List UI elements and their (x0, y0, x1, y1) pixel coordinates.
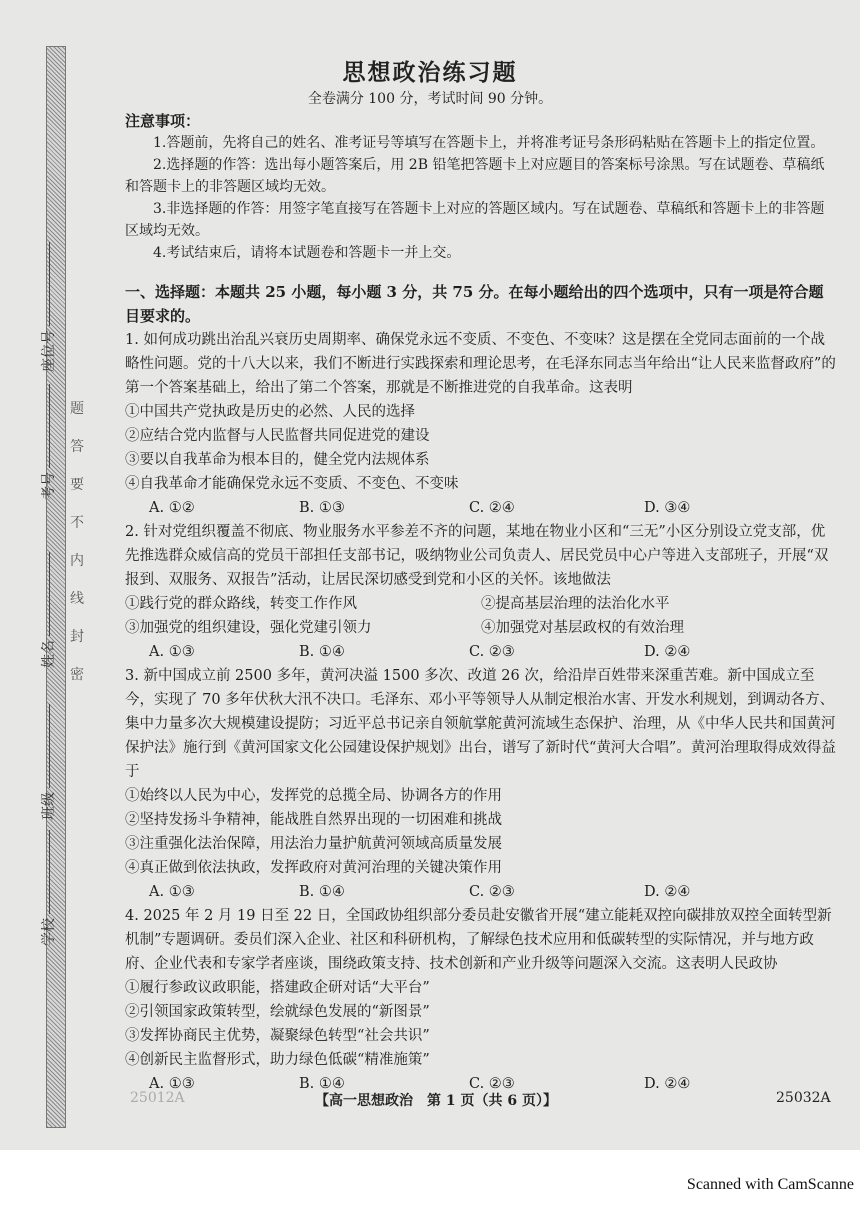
choice-a: A. ①③ (149, 884, 195, 900)
choice-b: B. ①④ (299, 644, 345, 660)
question-stem: 4. 2025 年 2 月 19 日至 22 日，全国政协组织部分委员赴安徽省开展“建立能耗双控向碳排放双控全面转型新机制”专题调研。委员们深入企业、社区和科研机构，了解绿色技术应用和低碳转型的实际情况，并与地方政府、企业代表和专家学者座谈，围绕政策支持、技术创新和产业升级等问题深入交流。这表明人民政协 (125, 908, 832, 972)
statement-option: ①履行参政议政职能，搭建政企研对话“大平台” (125, 980, 430, 996)
statement-option: ③加强党的组织建设，强化党建引领力 (125, 620, 372, 636)
seal-char: 不 (70, 515, 84, 531)
statement-option: ①始终以人民为中心，发挥党的总揽全局、协调各方的作用 (125, 788, 502, 804)
statement-option: ④自我革命才能确保党永远不变质、不变色、不变味 (125, 476, 459, 492)
scanner-watermark: Scanned with CamScanne (686, 1176, 854, 1193)
school-label: 学校 (41, 918, 57, 946)
choice-b: B. ①④ (299, 884, 345, 900)
choice-c: C. ②③ (469, 644, 515, 660)
paper-code: 25032A (776, 1090, 831, 1106)
choice-a: A. ①② (149, 500, 195, 516)
seal-char: 要 (70, 477, 84, 493)
name-field (38, 552, 58, 668)
section-heading: 一、选择题：本题共 25 小题，每小题 3 分，共 75 分。在每小题给出的四个选项中，只有一项是符合题目要求的。 (125, 283, 824, 325)
choice-b: B. ①③ (299, 500, 345, 516)
question-stem: 2. 针对党组织覆盖不彻底、物业服务水平参差不齐的问题，某地在物业小区和“三无”小区分别设立党支部，优先推选群众威信高的党员干部担任支部书记，吸纳物业公司负责人、居民党员中心户等进入支部班子，开展“双报到、双服务、双报告”活动，让居民深切感受到党和小区的关怀。该地做法 (125, 524, 829, 588)
question-3 (125, 664, 837, 904)
statement-option: ②提高基层治理的法治化水平 (481, 596, 670, 612)
exam-number-label: 考号 (41, 472, 57, 500)
statement-options (125, 592, 837, 640)
choice-c: C. ②③ (469, 1076, 515, 1092)
seal-char: 内 (70, 553, 84, 569)
page-title: 思想政治练习题 (342, 59, 518, 86)
answer-choices (125, 496, 837, 520)
question-stem: 3. 新中国成立前 2500 多年，黄河决溢 1500 多次、改道 26 次，给沿岸百姓带来深重苦难。新中国成立至今，实现了 70 多年伏秋大汛不决口。毛泽东、邓小平等领导人从制定根治水害、开发水利规划，到调动各方、集中力量多次大规模建设提防；习近平总书记亲自领航掌舵黄河流域生态保护、治理，从《中华人民共和国黄河保护法》施行到《黄河国家文化公园建设保护规划》出台，谱写了新时代“黄河大合唱”。黄河治理取得成效得益于 (125, 668, 836, 780)
question-stem: 1. 如何成功跳出治乱兴衰历史周期率、确保党永远不变质、不变色、不变味？这是摆在全党同志面前的一个战略性问题。党的十八大以来，我们不断进行实践探索和理论思考，在毛泽东同志当年给出“让人民来监督政府”的第一个答案基础上，给出了第二个答案，那就是不断推进党的自我革命。这表明 (125, 332, 836, 396)
statement-option: ③注重强化法治保障，用法治力量护航黄河领域高质量发展 (125, 836, 502, 852)
choice-c: C. ②③ (469, 884, 515, 900)
exam-number-field (38, 384, 58, 500)
note-item: 4.考试结束后，请将本试题卷和答题卡一并上交。 (153, 245, 461, 261)
choice-d: D. ②④ (644, 644, 691, 660)
exam-content (125, 110, 837, 1096)
statement-option: ③发挥协商民主优势，凝聚绿色转型“社会共识” (125, 1028, 430, 1044)
faded-code: 25012A (130, 1090, 185, 1106)
page-subtitle: 全卷满分 100 分，考试时间 90 分钟。 (307, 91, 553, 107)
seal-char: 封 (70, 629, 84, 645)
page-number: 【高一思想政治 第 1 页（共 6 页）】 (315, 1093, 557, 1109)
choice-a: A. ①③ (149, 1076, 195, 1092)
name-label: 姓名 (41, 640, 57, 668)
school-field (38, 830, 58, 946)
statement-option: ①践行党的群众路线，转变工作作风 (125, 596, 357, 612)
choice-d: D. ②④ (644, 884, 691, 900)
statement-option: ④创新民主监督形式，助力绿色低碳“精准施策” (125, 1052, 430, 1068)
statement-option: ②坚持发扬斗争精神，能战胜自然界出现的一切困难和挑战 (125, 812, 502, 828)
class-field (38, 704, 58, 820)
notes-heading: 注意事项： (125, 112, 201, 130)
class-label: 班级 (41, 792, 57, 820)
statement-option: ④加强党对基层政权的有效治理 (481, 620, 684, 636)
seal-char: 题 (70, 401, 84, 417)
seal-char: 密 (70, 667, 84, 683)
note-item: 1.答题前，先将自己的姓名、准考证号等填写在答题卡上，并将准考证号条形码粘贴在答题卡上的指定位置。 (153, 135, 825, 151)
seat-number-label: 座位号 (41, 330, 57, 372)
answer-choices (125, 880, 837, 904)
seal-char: 答 (70, 439, 84, 455)
choice-d: D. ③④ (644, 500, 691, 516)
choice-b: B. ①④ (299, 1076, 345, 1092)
seal-char: 线 (70, 591, 84, 607)
choice-c: C. ②④ (469, 500, 515, 516)
question-2 (125, 520, 837, 664)
statement-option: ③要以自我革命为根本目的，健全党内法规体系 (125, 452, 430, 468)
choice-a: A. ①③ (149, 644, 195, 660)
statement-option: ②应结合党内监督与人民监督共同促进党的建设 (125, 428, 430, 444)
seal-line-notice (66, 390, 88, 694)
note-item: 3.非选择题的作答：用签字笔直接写在答题卡上对应的答题区域内。写在试题卷、草稿纸和答题卡上的非答题区域均无效。 (125, 201, 825, 239)
statement-option: ②引领国家政策转型，绘就绿色发展的“新图景” (125, 1004, 430, 1020)
answer-choices (125, 640, 837, 664)
statement-option: ④真正做到依法执政，发挥政府对黄河治理的关键决策作用 (125, 860, 502, 876)
statement-option: ①中国共产党执政是历史的必然、人民的选择 (125, 404, 415, 420)
question-1 (125, 328, 837, 520)
note-item: 2.选择题的作答：选出每小题答案后，用 2B 铅笔把答题卡上对应题目的答案标号涂黑。写在试题卷、草稿纸和答题卡上的非答题区域均无效。 (125, 157, 825, 195)
seat-number-field (38, 242, 58, 372)
question-4 (125, 904, 837, 1096)
choice-d: D. ②④ (644, 1076, 691, 1092)
